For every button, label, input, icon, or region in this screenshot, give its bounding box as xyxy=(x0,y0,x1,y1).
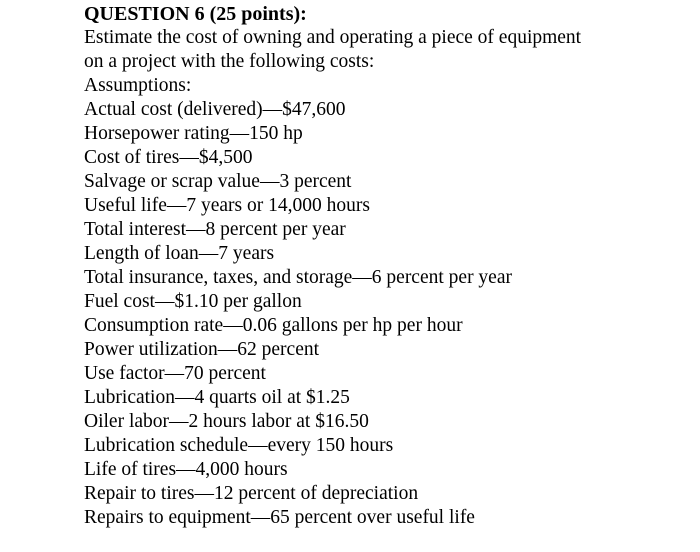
assumption-use-factor: Use factor—70 percent xyxy=(84,363,266,384)
question-title: QUESTION 6 (25 points): xyxy=(84,3,307,25)
assumption-insurance: Total insurance, taxes, and storage—6 percent per year xyxy=(84,267,512,288)
assumption-fuel-cost: Fuel cost—$1.10 per gallon xyxy=(84,291,302,312)
assumption-horsepower: Horsepower rating—150 hp xyxy=(84,123,303,144)
question-document xyxy=(84,2,684,530)
assumption-actual-cost: Actual cost (delivered)—$47,600 xyxy=(84,99,346,120)
assumption-tire-cost: Cost of tires—$4,500 xyxy=(84,147,253,168)
assumption-useful-life: Useful life—7 years or 14,000 hours xyxy=(84,195,370,216)
assumptions-label: Assumptions: xyxy=(84,75,192,96)
assumption-tire-life: Life of tires—4,000 hours xyxy=(84,459,288,480)
assumption-tire-repair: Repair to tires—12 percent of depreciation xyxy=(84,483,419,504)
assumption-power-utilization: Power utilization—62 percent xyxy=(84,339,320,360)
assumption-loan-length: Length of loan—7 years xyxy=(84,243,275,264)
assumption-oiler-labor: Oiler labor—2 hours labor at $16.50 xyxy=(84,411,369,432)
assumptions-list xyxy=(84,98,684,530)
assumption-lubrication: Lubrication—4 quarts oil at $1.25 xyxy=(84,387,350,408)
assumption-consumption-rate: Consumption rate—0.06 gallons per hp per hour xyxy=(84,315,463,336)
assumption-interest: Total interest—8 percent per year xyxy=(84,219,346,240)
assumption-equipment-repair: Repairs to equipment—65 percent over useful life xyxy=(84,507,475,528)
intro-line: Estimate the cost of owning and operating a piece of equipment xyxy=(84,27,582,48)
assumption-salvage: Salvage or scrap value—3 percent xyxy=(84,171,352,192)
intro-line: on a project with the following costs: xyxy=(84,51,375,72)
assumption-lubrication-schedule: Lubrication schedule—every 150 hours xyxy=(84,435,394,456)
